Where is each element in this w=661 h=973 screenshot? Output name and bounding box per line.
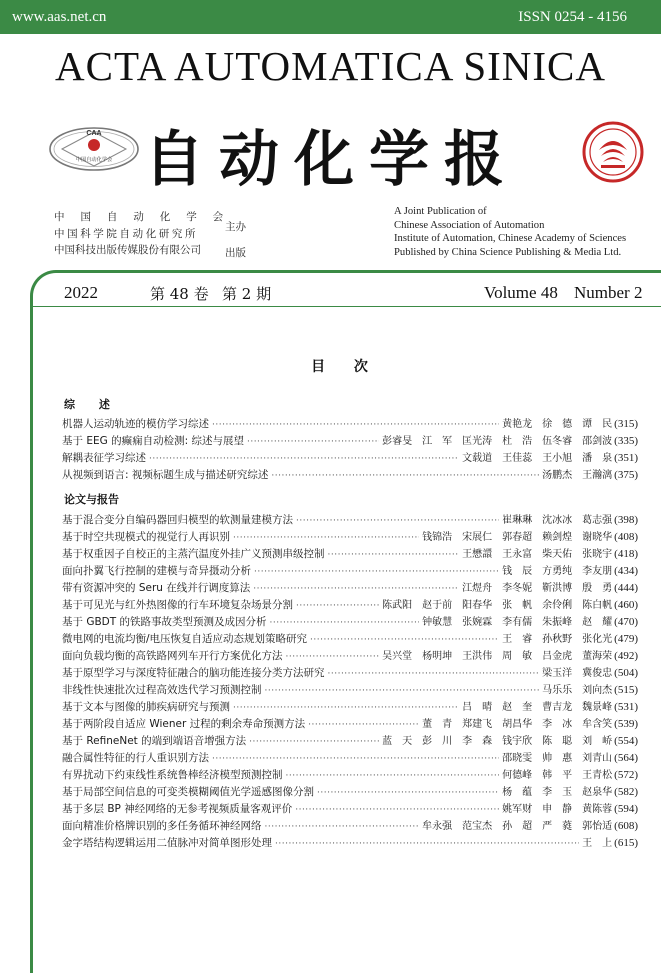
toc-entry[interactable]: 基于权重因子自校正的主蒸汽温度外挂广义预测串级控制 ····· 王懋譞 王永富 柴天佑 张晓宇 (418) (62, 545, 638, 562)
toc-entry[interactable]: 有界扰动下约束线性系统鲁棒经济模型预测控制 ····· 何德峰 韩 平 王青松 (572) (62, 766, 638, 783)
journal-title-zh: 自动化学报 (144, 125, 519, 195)
header-divider (33, 306, 661, 307)
toc-entry[interactable]: 基于原型学习与深度特征融合的脑功能连接分类方法研究 ····· 梁玉洋 冀俊忠 (504) (62, 664, 638, 681)
joint-line-4: Published by China Science Publishing & Media Ltd. (394, 246, 622, 258)
toc-entry[interactable]: 带有资源冲突的 Seru 在线并行调度算法 ····· 江煜舟 李冬妮 靳洪博 殷 勇 (444) (62, 579, 638, 596)
toc-entry[interactable]: 非线性快速批次过程高效迭代学习预测控制 ····· 马乐乐 刘向杰 (515) (62, 681, 638, 698)
issue-year: 2022 (64, 283, 98, 302)
toc-entry[interactable]: 机器人运动轨迹的模仿学习综述 ····· 黄艳龙 徐 德 谭 民 (315) (62, 415, 638, 432)
joint-line-1: A Joint Publication of (394, 206, 487, 217)
joint-line-3: Institute of Automation, Chinese Academy of Sciences (394, 233, 627, 245)
sponsor-ia-cas: 中国科学院自动化研究所 (54, 227, 199, 240)
toc-entry[interactable]: 基于可见光与红外热图像的行车环境复杂场景分割 ····· 陈武阳 赵于前 阳春华 张 帆 余伶俐 陈白帆 (460) (62, 596, 638, 613)
toc-entry[interactable]: 基于 GBDT 的铁路事故类型预测及成因分析 ····· 钟敏慧 张婉霖 李有儒 朱振峰 赵 耀 (470) (62, 613, 638, 630)
toc-heading: 目 次 (311, 359, 380, 375)
toc-entry[interactable]: 基于 EEG 的癫痫自动检测: 综述与展望 ····· 彭睿旻 江 军 匡光涛 杜 浩 伍冬睿 邵剑波 (335) (62, 432, 638, 449)
sponsor-list (54, 209, 229, 259)
toc-entry[interactable]: 面向精准价格牌识别的多任务循环神经网络 ····· 牟永强 范宝杰 孙 超 严 蕤 郭怡适 (608) (62, 817, 638, 834)
section-title-reviews: 综 述 (64, 398, 120, 411)
toc-entry[interactable]: 基于局部空间信息的可变类模糊阈值光学遥感图像分割 ····· 杨 蕴 李 玉 赵泉华 (582) (62, 783, 638, 800)
sponsor-caa: 中 国 自 动 化 学 会 (54, 211, 230, 223)
website-url[interactable]: www.aas.net.cn (12, 9, 107, 25)
toc-entry[interactable]: 基于两阶段自适应 Wiener 过程的剩余寿命预测方法 ····· 董 青 郑建飞 胡昌华 李 冰 牟含笑 (539) (62, 715, 638, 732)
toc-entry[interactable]: 基于混合变分自编码器回归模型的软测量建模方法 ····· 崔琳琳 沈冰冰 葛志强 (398) (62, 511, 638, 528)
issue-volume-en: Volume 48 (484, 283, 558, 302)
toc-entry[interactable]: 面向扑翼飞行控制的建模与奇异摄动分析 ····· 钱 辰 方勇纯 李友朋 (434) (62, 562, 638, 579)
toc-entry[interactable]: 基于 RefineNet 的端到端语音增强方法 ····· 蓝 天 彭 川 李 森 钱宇欣 陈 聪 刘 峤 (554) (62, 732, 638, 749)
toc-entry[interactable]: 融合属性特征的行人重识别方法 ····· 邵晓雯 帅 惠 刘青山 (564) (62, 749, 638, 766)
caa-logo-text: CAA (86, 130, 102, 137)
toc-entry[interactable]: 金字塔结构逻辑运用二值脉冲对简单图形处理 ····· 王 上 (615) (62, 834, 638, 851)
top-banner (0, 0, 661, 34)
issn-number: ISSN 0254 - 4156 (518, 9, 627, 25)
publisher-cspm: 中国科技出版传媒股份有限公司 (54, 244, 201, 256)
publish-label: 出版 (225, 247, 246, 259)
toc-entry[interactable]: 基于文本与图像的肺疾病研究与预测 ····· 吕 晴 赵 奎 曹吉龙 魏景峰 (531) (62, 698, 638, 715)
journal-title-en: ACTA AUTOMATICA SINICA (54, 43, 607, 89)
toc-entry[interactable]: 解耦表征学习综述 ····· 文载道 王佳蕊 王小旭 潘 泉 (351) (62, 449, 638, 466)
toc-entry[interactable]: 基于多层 BP 神经网络的无参考视频质量客观评价 ····· 姚军财 申 静 黄陈蓉 (594) (62, 800, 638, 817)
toc-entry[interactable]: 面向负载均衡的高铁路网列车开行方案优化方法 ····· 吴兴堂 杨明坤 王洪伟 周 敏 吕金虎 董海荣 (492) (62, 647, 638, 664)
toc-entry[interactable]: 从视频到语言: 视频标题生成与描述研究综述 ····· 汤鹏杰 王瀚漓 (375) (62, 466, 638, 483)
issue-volume-zh: 第 48 卷 (150, 285, 209, 303)
toc-entry[interactable]: 基于时空共现模式的视觉行人再识别 ····· 钱锦浩 宋展仁 郭春超 赖剑煌 谢晓华 (408) (62, 528, 638, 545)
caa-logo-icon (48, 118, 140, 180)
host-label: 主办 (225, 221, 246, 233)
chinese-journal-seal-icon (581, 120, 645, 184)
issue-number-en: Number 2 (574, 283, 643, 302)
joint-publication-en (394, 205, 626, 259)
toc-entry[interactable]: 微电网的电流均衡/电压恢复自适应动态规划策略研究 ····· 王 睿 孙秋野 张化光 (479) (62, 630, 638, 647)
issue-number-zh: 第 2 期 (222, 285, 272, 303)
caa-logo-subtext: 中国自动化学会 (75, 157, 113, 163)
joint-line-2: Chinese Association of Automation (394, 219, 545, 231)
section-title-papers: 论文与报告 (64, 493, 119, 506)
